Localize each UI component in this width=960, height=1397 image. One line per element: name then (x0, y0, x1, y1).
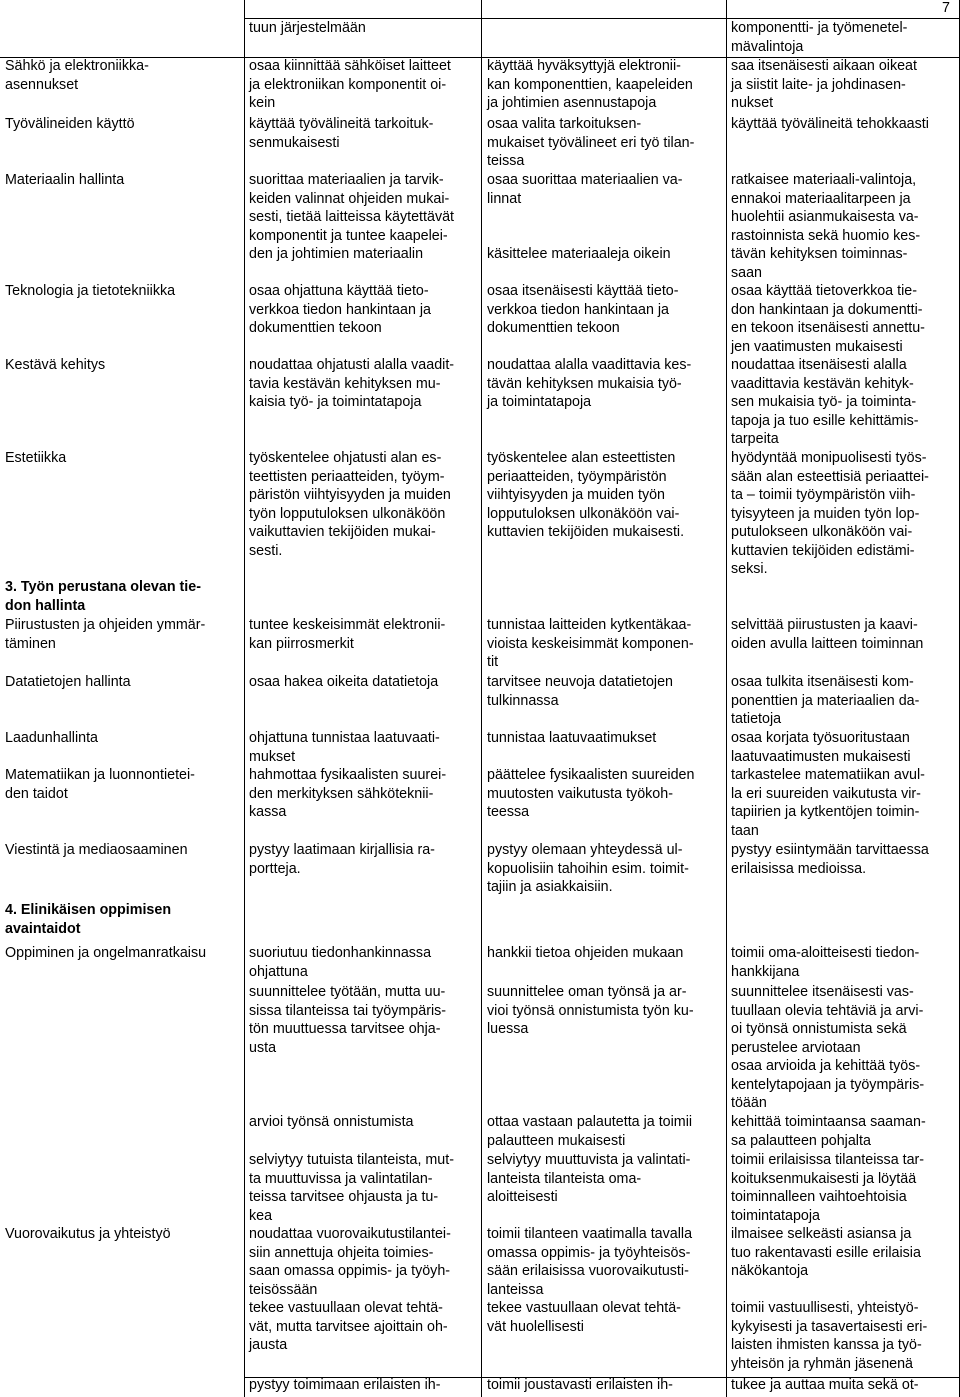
cell-level2: osaa valita tarkoituksen- mukaiset työvälineet eri työ tilan- teissa (487, 116, 695, 169)
cell-level1: suoriutuu tiedonhankinnassa ohjattuna (249, 945, 432, 980)
row-label: Piirustusten ja ohjeiden ymmär- täminen (5, 617, 206, 652)
row-label: Viestintä ja mediaosaaminen (5, 842, 188, 858)
cell-level1: työskentelee ohjatusti alan es- teettisten periaatteiden, työym- päristön viihtyisyyden ja muiden työn lopputuloksen ulkonäköön vaikuttavien tekijöiden mukai- sesti. (249, 450, 451, 559)
row-label: Materiaalin hallinta (5, 172, 125, 188)
cell-level2: suunnittelee oman työnsä ja ar- vioi työnsä onnistumista työn ku- luessa (487, 984, 694, 1037)
row-label: Matematiikan ja luonnontietei- den taidot (5, 767, 195, 802)
cell-level2: toimii tilanteen vaatimalla tavalla omassa oppimis- ja työyhteisös- sään erilaisissa vuorovaikutusti- lanteissa (487, 1226, 693, 1298)
cell-level3: pystyy esiintymään tarvittaessa erilaisissa medioissa. (731, 842, 929, 877)
cell-level3: selvittää piirustusten ja kaavi- oiden avulla laitteen toiminnan (731, 617, 924, 652)
column-divider (481, 0, 482, 1397)
row-label: Datatietojen hallinta (5, 674, 131, 690)
cell-level2: noudattaa alalla vaadittavia kes- tävän kehityksen mukaisia työ- ja toimintatapoja (487, 357, 692, 410)
cell-level1: osaa kiinnittää sähköiset laitteet ja elektroniikan komponentit oi- kein (249, 58, 451, 111)
cell-level3: toimii vastuullisesti, yhteistyö- kykyisesti ja tasavertaisesti eri- laisten ihmisten kanssa ja työ- yhteisön ja ryhmän jäsenenä (731, 1300, 928, 1372)
cell-level2: osaa suorittaa materiaalien va- linnat (487, 172, 683, 207)
cell-level3: toimii oma-aloitteisesti tiedon- hankkijana (731, 945, 920, 980)
cell-level1: pystyy laatimaan kirjallisia ra- portteja. (249, 842, 435, 877)
cell-level1: ohjattuna tunnistaa laatuvaati- mukset (249, 730, 440, 765)
cell-level1: pystyy toimimaan erilaisten ih- (249, 1377, 441, 1393)
cell-level1: noudattaa vuorovaikutustilantei- siin annettuja ohjeita toimies- saan omassa oppimis- ja työyh- teisössään (249, 1226, 451, 1298)
row-label: Työvälineiden käyttö (5, 116, 135, 132)
cell-level1: tekee vastuullaan olevat tehtä- vät, mutta tarvitsee ajoittain oh- jausta (249, 1300, 448, 1353)
cell-level2: päättelee fysikaalisten suureiden muutosten vaikutusta työkoh- teessa (487, 767, 695, 820)
cell-level3: noudattaa itsenäisesti alalla vaadittavia kestävän kehityk- sen mukaisia työ- ja toiminta- tapoja ja tuo esille kehittämis- tarpeita (731, 357, 919, 447)
cell-level1: selviytyy tutuista tilanteista, mut- ta muuttuvissa ja valintatilan- teissa tarvitsee ohjausta ja tu- kea (249, 1152, 454, 1224)
row-label: Oppiminen ja ongelmanratkaisu (5, 945, 207, 961)
cell-level1: hahmottaa fysikaalisten suurei- den merkityksen sähköteknii- kassa (249, 767, 447, 820)
cell-level2: toimii joustavasti erilaisten ih- (487, 1377, 673, 1393)
cell-level3: ilmaisee selkeästi asiansa ja tuo rakentavasti esille erilaisia näkökantoja (731, 1226, 921, 1279)
cell-level2: tunnistaa laitteiden kytkentäkaa- vioista keskeisimmät komponen- tit (487, 617, 694, 670)
column-divider (726, 0, 727, 1397)
cell-level2: tarvitsee neuvoja datatietojen tulkinnassa (487, 674, 673, 709)
cell-level3: toimii erilaisissa tilanteissa tar- koituksenmukaisesti ja löytää toiminnalleen vaihtoehtoisia toimintatapoja (731, 1152, 925, 1224)
cell-level3: osaa tulkita itsenäisesti kom- ponenttien ja materiaalien da- tatietoja (731, 674, 920, 727)
cell-level3: osaa korjata työsuoritustaan laatuvaatimusten mukaisesti (731, 730, 911, 765)
cell-level1: suorittaa materiaalien ja tarvik- keiden valinnat ohjeiden mukai- sesti, tietää laitteissa käytettävät komponentit ja tuntee kaapelei- den ja johtimien materiaalin (249, 172, 455, 262)
cell-level1: osaa hakea oikeita datatietoja (249, 674, 439, 690)
section-heading: 3. Työn perustana olevan tie- don hallinta (5, 579, 201, 614)
cell-level3: ratkaisee materiaali-valintoja, ennakoi materiaalitarpeen ja huolehtii asianmukaisesta va- rastoinnista sekä huomio kes- tävän kehityksen toiminnas- saan (731, 172, 921, 281)
cell-level2: käsittelee materiaaleja oikein (487, 246, 671, 262)
cell-level2: selviytyy muuttuvista ja valintati- lanteista tilanteista oma- aloitteisesti (487, 1152, 691, 1205)
cell-level2: pystyy olemaan yhteydessä ul- kopuolisiin tahoihin esim. toimit- tajiin ja asiakkaisiin. (487, 842, 689, 895)
cell-level3: saa itsenäisesti aikaan oikeat ja siistit laite- ja johdinasen- nukset (731, 58, 917, 111)
cell-level2: osaa itsenäisesti käyttää tieto- verkkoa tiedon hankintaan ja dokumenttien tekoon (487, 283, 679, 336)
cell-level1: käyttää työvälineitä tarkoituk- senmukaisesti (249, 116, 434, 151)
page-number: 7 (942, 0, 950, 16)
row-label: Teknologia ja tietotekniikka (5, 283, 176, 299)
cell-top-col3: komponentti- ja työmenetel- mävalintoja (731, 20, 908, 55)
cell-level2: tekee vastuullaan olevat tehtä- vät huolellisesti (487, 1300, 681, 1335)
cell-level3: hyödyntää monipuolisesti työs- sään alan esteettisiä periaattei- ta – toimii työympäristön viih- tyisyyteen ja muiden työn lop- putulokseen ulkonäköön vai- kuttavien tekijöiden edistämi- seksi. (731, 450, 929, 577)
cell-level1: noudattaa ohjatusti alalla vaadit- tavia kestävän kehityksen mu- kaisia työ- ja toimintatapoja (249, 357, 455, 410)
row-label: Sähkö ja elektroniikka- asennukset (5, 58, 149, 93)
cell-level3: osaa käyttää tietoverkkoa tie- don hankintaan ja dokumentti- en tekoon itsenäisesti annettu- jen vaatimusten mukaisesti (731, 283, 925, 355)
row-label: Laadunhallinta (5, 730, 99, 746)
section-heading: 4. Elinikäisen oppimisen avaintaidot (5, 902, 172, 937)
cell-level2: työskentelee alan esteettisten periaatteiden, työympäristön viihtyisyyden ja muiden työn lopputuloksen ulkonäköön vai- kuttavien tekijöiden mukaisesti. (487, 450, 685, 540)
cell-level2: hankkii tietoa ohjeiden mukaan (487, 945, 684, 961)
cell-level1: suunnittelee työtään, mutta uu- sissa tilanteissa tai työympäris- tön muuttuessa tarvitsee ohja- usta (249, 984, 447, 1056)
cell-level3: käyttää työvälineitä tehokkaasti (731, 116, 929, 132)
cell-level3: suunnittelee itsenäisesti vas- tuullaan olevia tehtäviä ja arvi- oi työnsä onnistumista sekä perustelee arviotaan (731, 984, 924, 1056)
column-divider (244, 0, 245, 1397)
cell-level3: tarkastelee matematiikan avul- la eri suureiden vaikutusta vir- tapiirien ja kytkentöjen toimin- taan (731, 767, 925, 839)
row-label: Vuorovaikutus ja yhteistyö (5, 1226, 171, 1242)
cell-level1: tuntee keskeisimmät elektronii- kan piirrosmerkit (249, 617, 446, 652)
row-label: Estetiikka (5, 450, 67, 466)
cell-level2: tunnistaa laatuvaatimukset (487, 730, 657, 746)
cell-level3: kehittää toimintaansa saaman- sa palautteen pohjalta (731, 1114, 926, 1149)
cell-level1: arvioi työnsä onnistumista (249, 1114, 414, 1130)
row-label: Kestävä kehitys (5, 357, 106, 373)
cell-level2: käyttää hyväksyttyjä elektronii- kan komponenttien, kaapeleiden ja johtimien asennustapoja (487, 58, 693, 111)
cell-top-col1: tuun järjestelmään (249, 20, 366, 36)
cell-level3: tukee ja auttaa muita sekä ot- (731, 1377, 919, 1393)
cell-level3: osaa arvioida ja kehittää työs- kentelytapojaan ja työympäris- töään (731, 1058, 925, 1111)
cell-level1: osaa ohjattuna käyttää tieto- verkkoa tiedon hankintaan ja dokumenttien tekoon (249, 283, 432, 336)
cell-level2: ottaa vastaan palautetta ja toimii palautteen mukaisesti (487, 1114, 693, 1149)
